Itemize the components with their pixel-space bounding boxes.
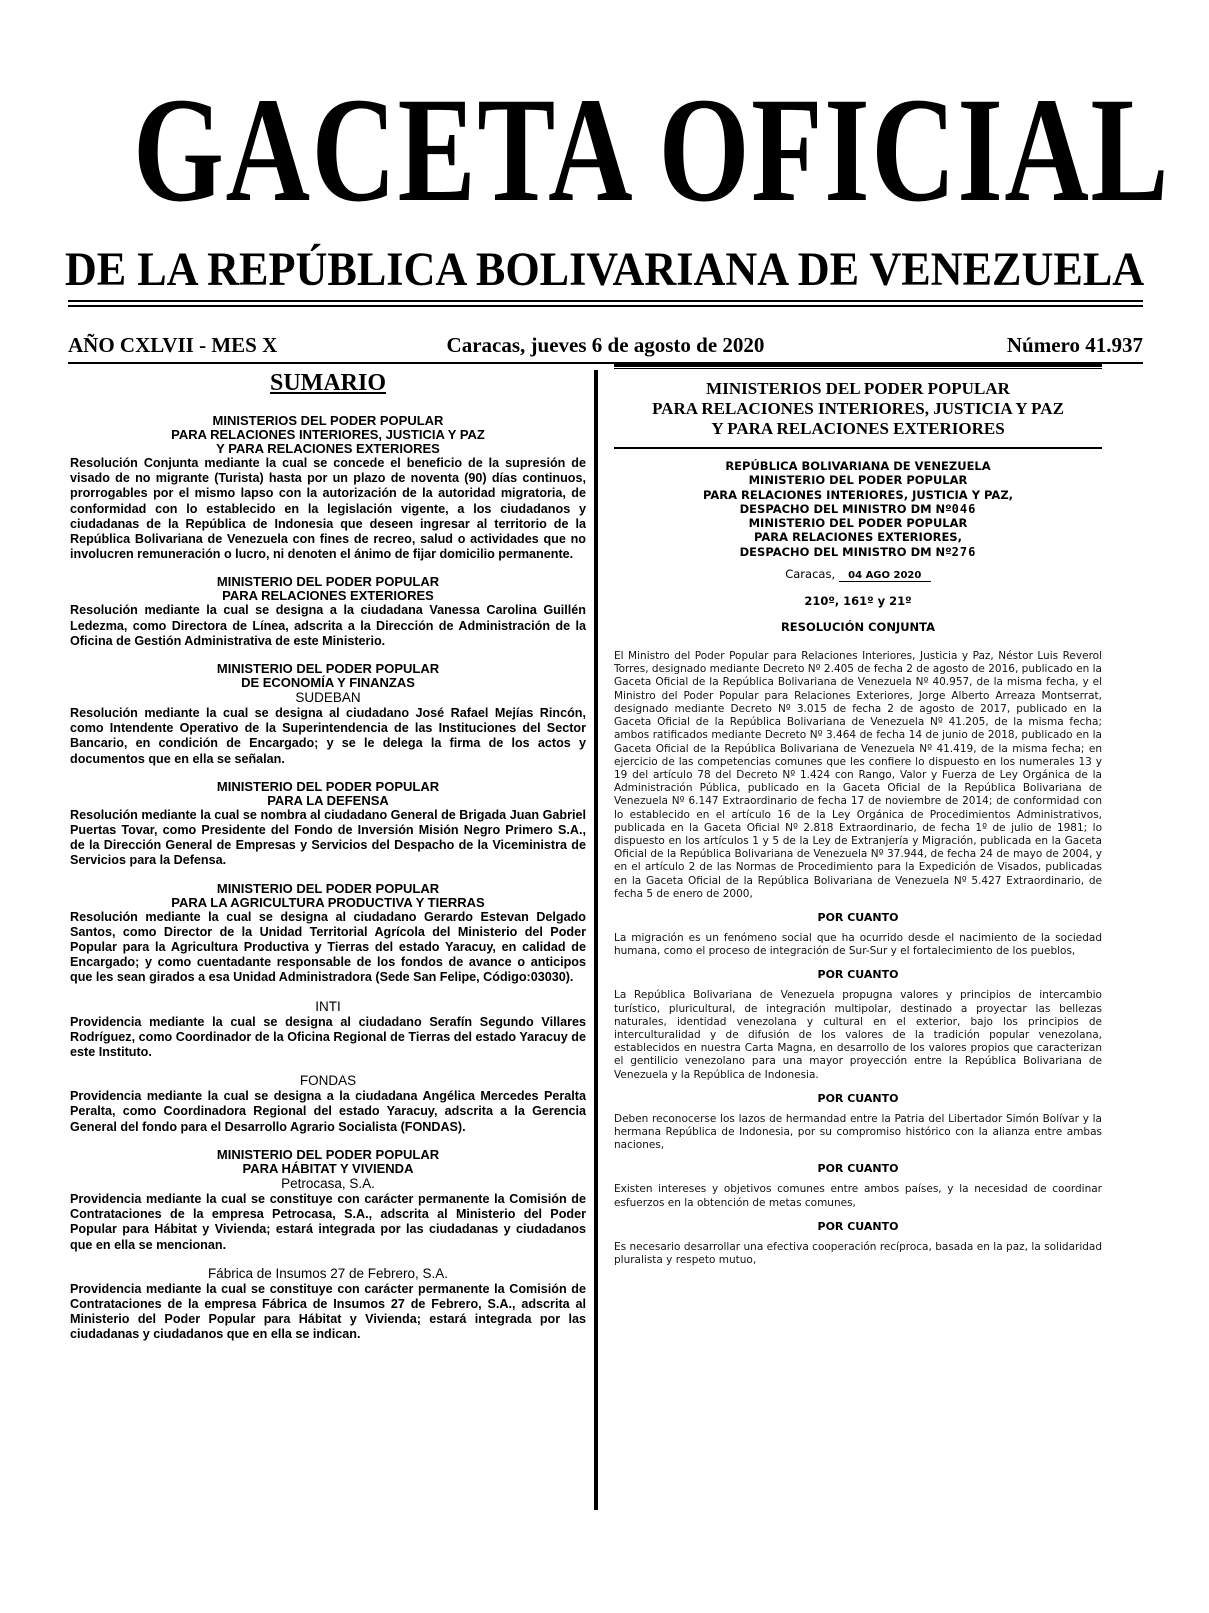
issue-number: Número 41.937 — [1006, 333, 1143, 357]
entry-subheading: Petrocasa, S.A. — [281, 1175, 375, 1191]
section-heading: MINISTERIOS DEL PODER POPULAR PARA RELACIONES INTERIORES, JUSTICIA Y PAZ Y PARA RELACIONES EXTERIORES — [652, 379, 1064, 438]
entry-heading: PARA LA AGRICULTURA PRODUCTIVA Y TIERRAS — [171, 894, 485, 910]
por-cuanto-heading: POR CUANTO — [817, 968, 899, 982]
entry-heading: MINISTERIO DEL PODER POPULAR — [216, 880, 440, 896]
entry-text: Resolución Conjunta mediante la cual se concede el beneficio de la supresión de visado de no migrante (Turista) hasta por un plazo de noventa (90) días continuos, prorrogables por el mismo lapso con la autorización de la autoridad migratoria, de conformidad con lo establecido en la legislación vigente, a los ciudadanos y ciudadanas de la República de Indonesia que deseen ingresar al territorio de la República Bolivariana de Venezuela con fines de recreo, salud o actividades que no involucren remuneración o lucro, ni denoten el ánimo de fijar domicilio permanente. — [70, 456, 586, 562]
resolution-column — [614, 364, 1102, 1604]
entry-heading: PARA LA DEFENSA — [267, 792, 389, 808]
sumario-entry — [70, 1148, 586, 1253]
sumario-entry — [70, 1266, 586, 1343]
column-divider — [594, 370, 598, 1510]
entry-heading: PARA RELACIONES INTERIORES, JUSTICIA Y PAZ — [171, 427, 485, 442]
entry-subheading: Fábrica de Insumos 27 de Febrero, S.A. — [207, 1265, 449, 1281]
caracas-date-line: Caracas, 04 AGO 2020 — [614, 567, 1102, 582]
entry-text: Resolución mediante la cual se nombra al ciudadano General de Brigada Juan Gabriel Puertas Tovar, como Presidente del Fondo de Inversión Misión Negro Primero S.A., de la Dirección General de Empresas y Servicios del Despacho de la Viceministra de Servicios para la Defensa. — [70, 807, 586, 868]
entry-heading: MINISTERIOS DEL PODER POPULAR — [212, 413, 444, 428]
dm-number-2: 276 — [951, 544, 977, 559]
sumario-title: SUMARIO — [269, 370, 386, 396]
sumario-entry — [70, 780, 586, 869]
entry-heading: Y PARA RELACIONES EXTERIORES — [216, 441, 440, 456]
sumario-entry — [70, 1073, 586, 1135]
gazette-subtitle: DE LA REPÚBLICA BOLIVARIANA DE VENEZUELA — [64, 243, 1145, 296]
entry-text: Providencia mediante la cual se designa al ciudadano Serafín Segundo Villares Rodríguez, como Coordinador de la Oficina Regional de Tierras del estado Yaracuy de este Instituto. — [70, 1014, 586, 1060]
considerandos — [614, 911, 1102, 1267]
sumario-entry — [70, 662, 586, 767]
entry-text: Resolución mediante la cual se designa al ciudadano José Rafael Mejías Rincón, como Intendente Operativo de la Superintendencia de las Instituciones del Sector Bancario, en condición de Encargado; y se le delega la firma de los actos y documentos que en ella se señalan. — [70, 706, 586, 766]
sumario-column — [70, 368, 586, 1598]
letterhead: REPÚBLICA BOLIVARIANA DE VENEZUELA MINISTERIO DEL PODER POPULAR PARA RELACIONES INTERIORES, JUSTICIA Y PAZ, DESPACHO DEL MINISTRO DM Nº046 MINISTERIO DEL PODER POPULAR PARA RELACIONES EXTERIORES, DESPACHO DEL MINISTRO DM Nº276 — [702, 459, 1014, 559]
entry-heading: PARA HÁBITAT Y VIVIENDA — [242, 1160, 414, 1176]
sumario-entries — [70, 414, 586, 1343]
entry-subheading: INTI — [315, 998, 341, 1014]
sumario-entry — [70, 575, 586, 649]
resolution-intro: El Ministro del Poder Popular para Relaciones Interiores, Justicia y Paz, Néstor Luis Reverol Torres, designado mediante Decreto Nº 2.405 de fecha 2 de agosto de 2016, publicado en la Gaceta Oficial de la República Bolivariana de Venezuela Nº 40.957, de la misma fecha, y el Ministro del Poder Popular para Relaciones Exteriores, Jorge Alberto Arreaza Montserrat, designado mediante Decreto Nº 3.015 de fecha 2 de agosto de 2017, publicado en la Gaceta Oficial de la República Bolivariana de Venezuela Nº 41.205, de la misma fecha; ambos ratificados mediante Decreto Nº 3.464 de fecha 14 de junio de 2018, publicado en la Gaceta Oficial de la República Bolivariana de Venezuela Nº 41.419, de la misma fecha; en ejercicio de las competencias comunes que les confiere lo dispuesto en los numerales 13 y 19 del artículo 78 del Decreto Nº 1.424 con Rango, Valor y Fuerza de Ley Orgánica de la Administración Pública, publicado en la Gaceta Oficial de la República Bolivariana de Venezuela Nº 6.147 Extraordinario de fecha 17 de noviembre de 2014; de conformidad con lo establecido en el artículo 16 de la Ley Orgánica de Procedimientos Administrativos, publicada en la Gaceta Oficial Nº 2.818 Extraordinario, de fecha 1º de julio de 1981; lo dispuesto en los artículos 1 y 5 de la Ley de Extranjería y Migración, publicada en la Gaceta Oficial de la República Bolivariana de Venezuela Nº 37.944, de fecha 24 de mayo de 2004, y en el artículo 2 de las Normas de Procedimiento para la Expedición de Visados, publicadas en la Gaceta Oficial de la República Bolivariana de Venezuela Nº 5.427 Extraordinario, de fecha 5 de enero de 2000, — [614, 650, 1102, 900]
entry-heading: MINISTERIO DEL PODER POPULAR — [216, 1146, 440, 1162]
issue-date: Caracas, jueves 6 de agosto de 2020 — [446, 333, 765, 357]
date-stamp: 04 AGO 2020 — [839, 570, 931, 582]
gazette-title: GACETA OFICIAL — [132, 67, 1171, 233]
entry-subheading: SUDEBAN — [295, 690, 361, 706]
sumario-entry — [70, 999, 586, 1061]
dm-number-1: 046 — [951, 501, 977, 516]
entry-heading: MINISTERIO DEL PODER POPULAR — [216, 778, 440, 794]
entry-heading: MINISTERIO DEL PODER POPULAR — [216, 574, 440, 590]
entry-heading: PARA RELACIONES EXTERIORES — [222, 588, 434, 604]
sumario-entry — [70, 882, 586, 986]
sumario-entry — [70, 414, 586, 562]
entry-heading: MINISTERIO DEL PODER POPULAR — [216, 661, 440, 677]
masthead — [0, 60, 1209, 298]
entry-text: Providencia mediante la cual se designa a la ciudadana Angélica Mercedes Peralta Peralta, como Coordinadora Regional del estado Yaracuy, adscrita a la Gerencia General del fondo para el Desarrollo Agrario Socialista (FONDAS). — [70, 1089, 586, 1134]
years-line: 210º, 161º y 21º — [804, 594, 912, 609]
considerando-text: Deben reconocerse los lazos de hermandad entre la Patria del Libertador Simón Bolívar y la hermana República de Indonesia, por su compromiso histórico con la alianza entre ambas naciones, — [614, 1112, 1102, 1152]
entry-text: Providencia mediante la cual se constituye con carácter permanente la Comisión de Contrataciones de la empresa Fábrica de Insumos 27 de Febrero, S.A., adscrita al Ministerio del Poder Popular para Hábitat y Vivienda; estará integrada por las ciudadanas y ciudadanos que en ella se indican. — [70, 1281, 586, 1342]
issue-year-month: AÑO CXLVII - MES X — [68, 333, 278, 357]
section-heading-rule — [614, 447, 1102, 449]
considerando-text: Existen intereses y objetivos comunes entre ambos países, y la necesidad de coordinar esfuerzos en la obtención de metas comunes, — [614, 1183, 1102, 1209]
entry-text: Providencia mediante la cual se constituye con carácter permanente la Comisión de Contrataciones de la empresa Petrocasa, S.A., adscrita al Ministerio del Poder Popular para Hábitat y Vivienda; estará integrada por las ciudadanas y ciudadanos que en ella se mencionan. — [70, 1191, 586, 1252]
issue-info-bar — [68, 333, 1143, 359]
masthead-rule — [68, 300, 1143, 307]
por-cuanto-heading: POR CUANTO — [817, 1091, 899, 1105]
resolution-title: RESOLUCIÓN CONJUNTA — [780, 620, 936, 635]
por-cuanto-heading: POR CUANTO — [817, 1162, 899, 1176]
entry-text: Resolución mediante la cual se designa al ciudadano Gerardo Estevan Delgado Santos, como Director de la Unidad Territorial Agrícola del Ministerio del Poder Popular para la Agricultura Productiva y Tierras del estado Yaracuy, en calidad de Encargado; y como cuentadante responsable de los fondos de avance o anticipos que les sean girados a esa Unidad Administradora (Sede San Felipe, Código:03030). — [70, 909, 586, 985]
considerando-text: La migración es un fenómeno social que ha ocurrido desde el nacimiento de la sociedad humana, como el proceso de integración de Sur-Sur y el fortalecimiento de los pueblos, — [614, 931, 1102, 958]
considerando-text: Es necesario desarrollar una efectiva cooperación recíproca, basada en la paz, la solidaridad pluralista y respeto mutuo, — [614, 1240, 1102, 1266]
por-cuanto-heading: POR CUANTO — [817, 910, 899, 924]
section-top-rule — [614, 364, 1102, 369]
considerando-text: La República Bolivariana de Venezuela propugna valores y principios de intercambio turístico, pluricultural, de integración multipolar, destinado a proyectar las bellezas naturales, identidad venezolana y cultural en el exterior, bajo los principios de interculturalidad y de difusión de los valores de la tradición popular venezolana, establecidos en nuestra Carta Magna, en desarrollo de los valores propios que caracterizan el gentilicio venezolano para una mayor proyección entre la República Bolivariana de Venezuela y la República de Indonesia. — [614, 989, 1102, 1081]
entry-text: Resolución mediante la cual se designa a la ciudadana Vanessa Carolina Guillén Ledezma, como Directora de Línea, adscrita a la Dirección de Administración de la Oficina de Gestión Administrativa de este Ministerio. — [70, 603, 586, 648]
por-cuanto-heading: POR CUANTO — [817, 1219, 899, 1233]
entry-subheading: FONDAS — [299, 1073, 357, 1089]
entry-heading: DE ECONOMÍA Y FINANZAS — [241, 675, 415, 691]
